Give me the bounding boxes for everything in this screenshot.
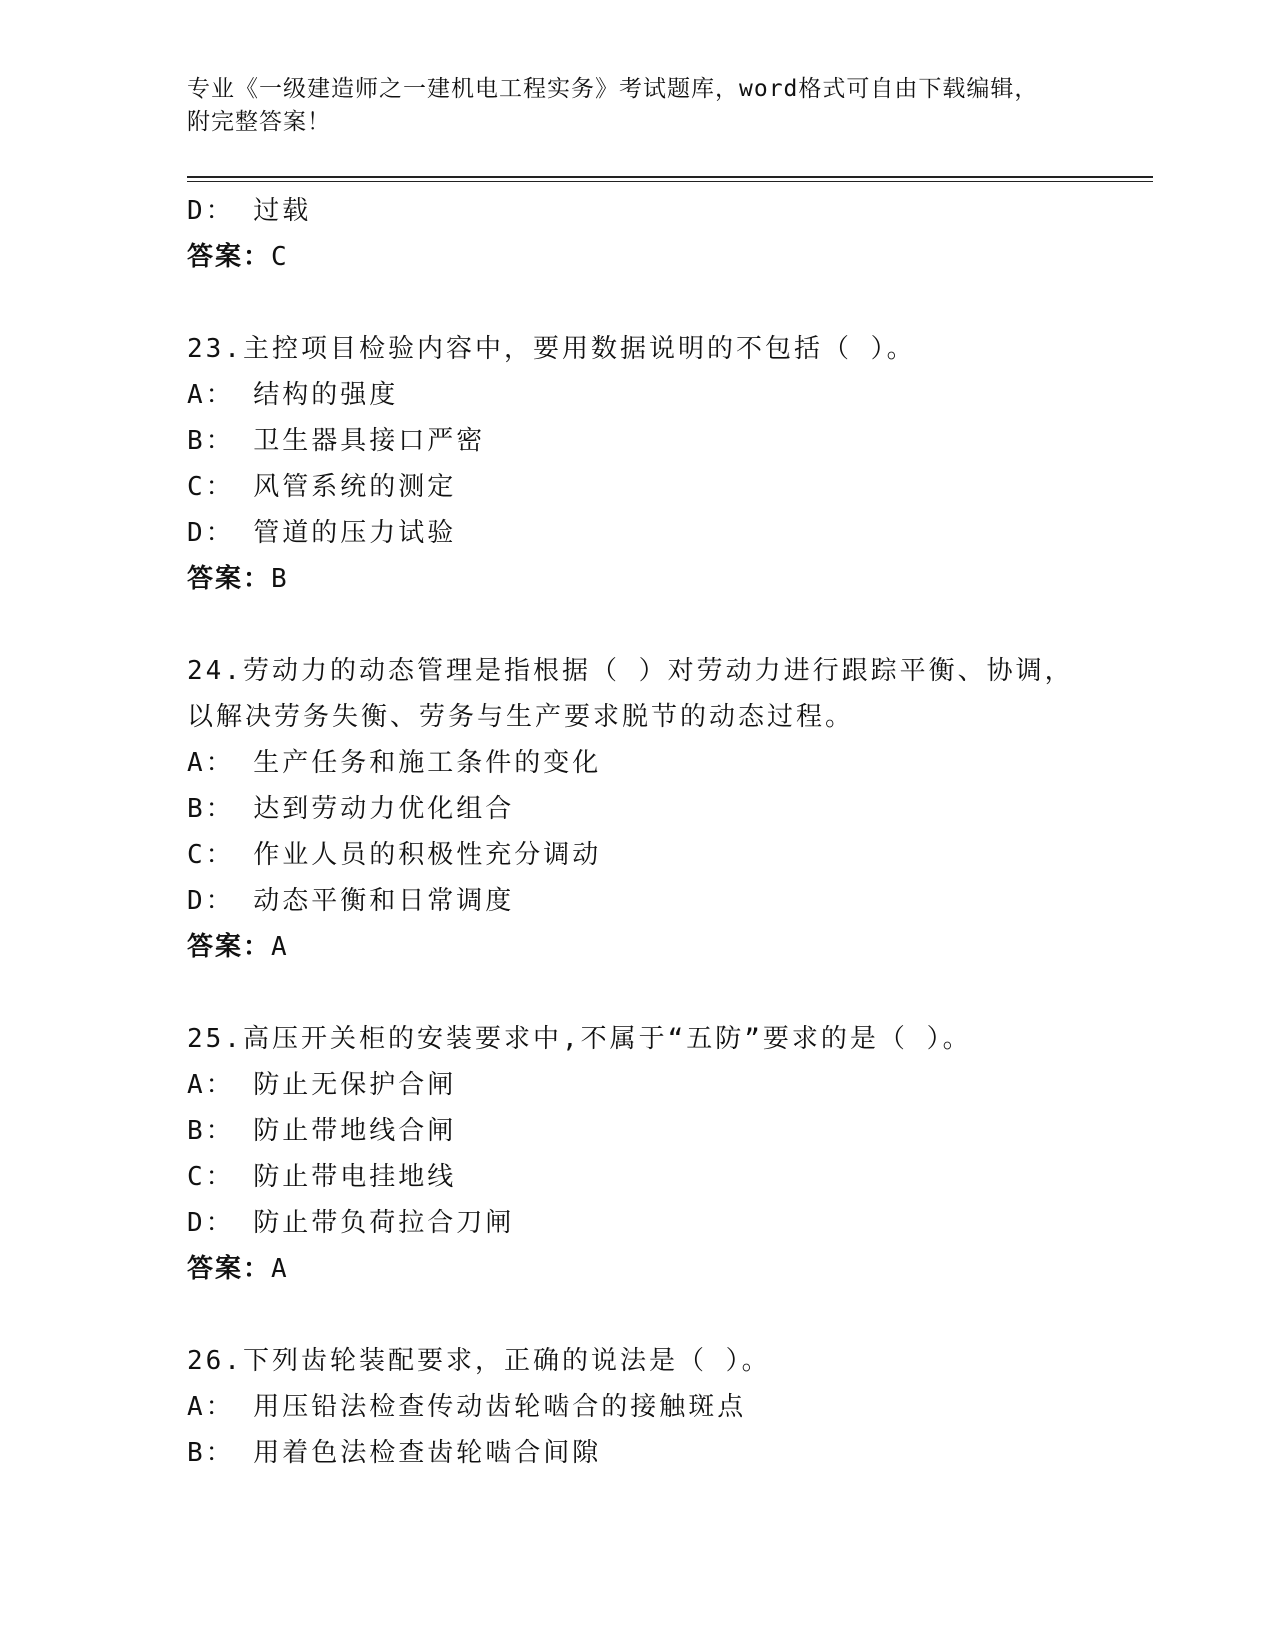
answer-line <box>187 556 1153 602</box>
header-divider-thick <box>187 176 1153 178</box>
question-stem: 26.下列齿轮装配要求，正确的说法是（ ）。 <box>187 1346 771 1376</box>
answer-label: 答案： <box>187 932 272 962</box>
answer-value: A <box>271 932 289 962</box>
question-content <box>187 188 1153 1476</box>
question-stem: 25.高压开关柜的安装要求中,不属于“五防”要求的是（ ）。 <box>187 1024 972 1054</box>
answer-value: A <box>271 1254 289 1284</box>
question-stem-continued: 以解决劳务失衡、劳务与生产要求脱节的动态过程。 <box>187 702 855 732</box>
answer-value: B <box>271 564 289 594</box>
header-line-2: 附完整答案！ <box>187 109 331 135</box>
option-c: C： 防止带电挂地线 <box>187 1162 457 1192</box>
option-a: A： 结构的强度 <box>187 380 399 410</box>
option-d: D： 过载 <box>187 196 312 226</box>
header-divider-thin <box>187 181 1153 182</box>
question-23 <box>187 326 1153 602</box>
option-c: C： 风管系统的测定 <box>187 472 457 502</box>
option-a: A： 防止无保护合闸 <box>187 1070 457 1100</box>
answer-line <box>187 924 1153 970</box>
option-a: A： 用压铅法检查传动齿轮啮合的接触斑点 <box>187 1392 747 1422</box>
answer-value: C <box>271 242 289 272</box>
page-header <box>187 73 1087 139</box>
option-d: D： 防止带负荷拉合刀闸 <box>187 1208 515 1238</box>
question-stem: 24.劳动力的动态管理是指根据（ ）对劳动力进行跟踪平衡、协调， <box>187 656 1074 686</box>
option-b: B： 卫生器具接口严密 <box>187 426 486 456</box>
option-b: B： 达到劳动力优化组合 <box>187 794 515 824</box>
option-d: D： 动态平衡和日常调度 <box>187 886 515 916</box>
option-c: C： 作业人员的积极性充分调动 <box>187 840 602 870</box>
header-line-1: 专业《一级建造师之一建机电工程实务》考试题库，word格式可自由下载编辑， <box>187 76 1039 102</box>
answer-label: 答案： <box>187 242 272 272</box>
answer-label: 答案： <box>187 564 272 594</box>
answer-line <box>187 234 1153 280</box>
question-stem: 23.主控项目检验内容中，要用数据说明的不包括（ ）。 <box>187 334 916 364</box>
previous-question-tail <box>187 188 1153 280</box>
option-b: B： 防止带地线合闸 <box>187 1116 457 1146</box>
answer-line <box>187 1246 1153 1292</box>
question-24 <box>187 648 1153 970</box>
option-d: D： 管道的压力试验 <box>187 518 457 548</box>
option-a: A： 生产任务和施工条件的变化 <box>187 748 602 778</box>
question-26 <box>187 1338 1153 1476</box>
question-25 <box>187 1016 1153 1292</box>
answer-label: 答案： <box>187 1254 272 1284</box>
option-b: B： 用着色法检查齿轮啮合间隙 <box>187 1438 602 1468</box>
